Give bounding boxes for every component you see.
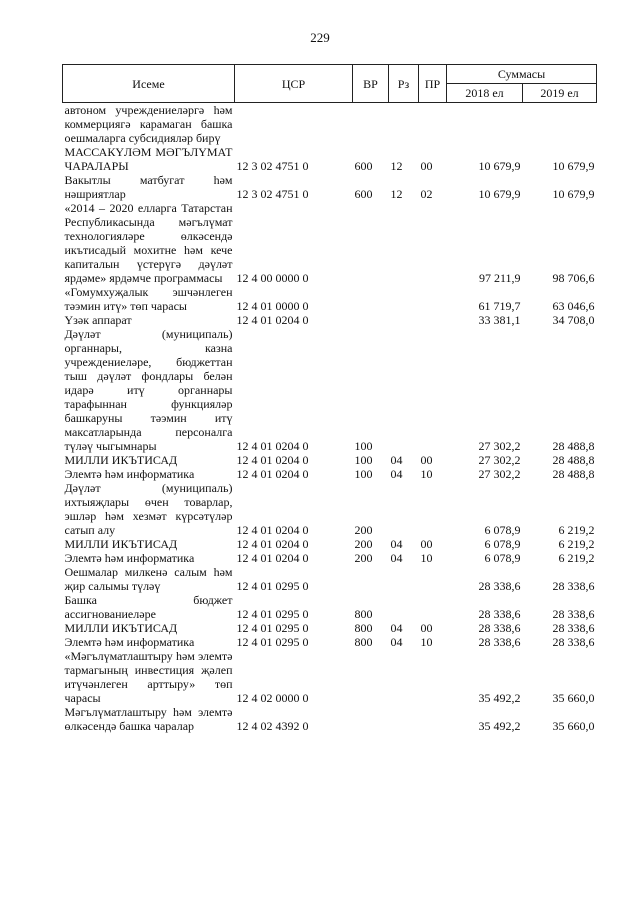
header-pr: ПР [419,65,447,103]
row-vr-code: 800 [354,621,373,635]
row-sum-2018: 33 381,1 [478,313,521,327]
table-row [63,621,597,635]
table-row [63,649,597,705]
row-sum-2019: 28 488,8 [552,467,595,481]
row-name: Мәгълүматлаштыру һәм элемтә өлкәсендә башка чаралар [64,705,233,733]
row-csr-code: 12 4 01 0204 0 [236,313,309,327]
row-pr-code: 00 [420,453,433,467]
row-vr-code: 100 [354,453,373,467]
row-sum-2019: 28 488,8 [552,453,595,467]
row-rz-code [389,327,419,453]
row-pr-code [419,103,447,146]
header-rz: Рз [389,65,419,103]
row-name: Элемтә һәм информатика [64,467,195,481]
row-rz-code [389,481,419,537]
row-name: Элемтә һәм информатика [64,635,195,649]
row-rz-code [389,285,419,313]
row-pr-code [419,593,447,621]
row-pr-code [419,313,447,327]
row-name: Дәүләт (муниципаль) органнары, казна учреждениеләре, бюджеттан тыш дәүләт фондлары белән идарә итү органнары тарафыннан функцияләр башкаруны тәэмин итү максатларында персоналга түләү чыгымнары [64,327,233,453]
row-rz-code [389,705,419,733]
table-row [63,201,597,285]
row-csr-code: 12 3 02 4751 0 [236,187,309,201]
row-sum-2018: 10 679,9 [478,187,521,201]
row-vr-code: 200 [354,537,373,551]
row-sum-2018: 61 719,7 [478,299,521,313]
table-row [63,453,597,467]
row-vr-code [353,565,389,593]
row-sum-2019: 28 338,6 [552,607,595,621]
row-csr-code: 12 4 01 0204 0 [236,453,309,467]
row-rz-code: 04 [390,635,403,649]
row-pr-code [419,481,447,537]
row-sum-2019: 6 219,2 [558,523,595,537]
row-vr-code: 200 [354,551,373,565]
row-sum-2018: 27 302,2 [478,453,521,467]
row-csr-code: 12 4 01 0295 0 [236,579,309,593]
row-sum-2018: 6 078,9 [484,523,521,537]
row-csr-code: 12 4 02 0000 0 [236,691,309,705]
page-number: 229 [310,30,330,45]
row-rz-code: 04 [390,551,403,565]
table-row [63,635,597,649]
row-sum-2018: 35 492,2 [478,691,521,705]
row-sum-2018: 10 679,9 [478,159,521,173]
row-csr-code: 12 4 02 4392 0 [236,719,309,733]
header-csr: ЦСР [235,65,353,103]
row-sum-2018: 6 078,9 [484,551,521,565]
row-pr-code [419,327,447,453]
row-pr-code: 10 [420,551,433,565]
table-row [63,103,597,146]
table-row [63,327,597,453]
row-vr-code [353,649,389,705]
row-csr-code: 12 4 01 0204 0 [236,439,309,453]
row-name: МИЛЛИ ИКЪТИСАД [64,537,178,551]
row-pr-code: 02 [420,187,433,201]
row-sum-2018 [447,103,523,146]
row-sum-2018: 6 078,9 [484,537,521,551]
row-csr-code: 12 4 01 0204 0 [236,467,309,481]
table-row [63,145,597,173]
table-row [63,467,597,481]
row-pr-code [419,201,447,285]
row-pr-code [419,705,447,733]
table-row [63,593,597,621]
row-rz-code [389,103,419,146]
row-csr-code: 12 3 02 4751 0 [236,159,309,173]
row-sum-2018: 35 492,2 [478,719,521,733]
row-vr-code: 800 [354,635,373,649]
row-rz-code: 04 [390,467,403,481]
row-pr-code [419,565,447,593]
row-sum-2019: 6 219,2 [558,537,595,551]
row-pr-code: 10 [420,635,433,649]
row-sum-2019: 35 660,0 [552,719,595,733]
row-csr-code: 12 4 01 0000 0 [236,299,309,313]
header-sums: Суммасы [447,65,597,84]
row-csr-code: 12 4 01 0204 0 [236,551,309,565]
header-year-2019: 2019 ел [523,84,597,103]
row-sum-2019: 6 219,2 [558,551,595,565]
row-sum-2019: 28 338,6 [552,621,595,635]
row-rz-code: 04 [390,621,403,635]
table-row [63,705,597,733]
row-csr-code: 12 4 00 0000 0 [236,271,309,285]
row-sum-2018: 28 338,6 [478,579,521,593]
row-csr-code: 12 4 01 0295 0 [236,635,309,649]
row-name: МАССАКҮЛӘМ МӘГЪЛҮМАТ ЧАРАЛАРЫ [64,145,233,173]
row-sum-2018: 27 302,2 [478,467,521,481]
row-name: Элемтә һәм информатика [64,551,195,565]
table-row [63,173,597,201]
row-name: Дәүләт (муниципаль) ихтыяҗлары өчен товарлар, эшләр һәм хезмәт күрсәтүләр сатып алу [64,481,233,537]
row-rz-code [389,565,419,593]
row-sum-2018: 28 338,6 [478,621,521,635]
table-row [63,565,597,593]
row-vr-code [353,313,389,327]
row-sum-2018: 28 338,6 [478,635,521,649]
row-vr-code: 600 [354,187,373,201]
row-sum-2019: 35 660,0 [552,691,595,705]
row-vr-code: 100 [354,439,373,453]
row-name: Оешмалар милкенә салым һәм җир салымы түләү [64,565,233,593]
table-body [63,103,597,734]
row-vr-code: 800 [354,607,373,621]
row-name: Үзәк аппарат [64,313,132,327]
row-sum-2019: 28 338,6 [552,635,595,649]
row-sum-2019: 28 488,8 [552,439,595,453]
budget-table [62,64,597,733]
row-sum-2019 [523,103,597,146]
row-pr-code [419,285,447,313]
row-rz-code [389,649,419,705]
row-name: МИЛЛИ ИКЪТИСАД [64,621,178,635]
row-pr-code: 00 [420,159,433,173]
row-name: Вакытлы матбугат һәм нәшриятлар [64,173,233,201]
row-csr-code [235,103,353,146]
row-vr-code [353,201,389,285]
row-vr-code: 600 [354,159,373,173]
row-vr-code [353,285,389,313]
table-row [63,313,597,327]
table-row [63,481,597,537]
row-name: автоном учреждениеләргә һәм коммерциягә карамаган башка оешмаларга субсидияләр бирү [64,103,233,145]
row-sum-2018: 97 211,9 [478,271,521,285]
row-name: «2014 – 2020 елларга Татарстан Республикасында мәгълүмат технологияләре өлкәсендә икътисадый мохитне һәм кече капиталын үстерүгә дәүләт ярдәме» ярдәмче программасы [64,201,233,285]
row-csr-code: 12 4 01 0204 0 [236,523,309,537]
row-name: Башка бюджет ассигнованиеләре [64,593,233,621]
row-csr-code: 12 4 01 0295 0 [236,607,309,621]
row-rz-code: 04 [390,537,403,551]
row-sum-2018: 27 302,2 [478,439,521,453]
row-csr-code: 12 4 01 0204 0 [236,537,309,551]
row-vr-code [353,103,389,146]
row-rz-code: 12 [390,187,403,201]
row-sum-2019: 10 679,9 [552,159,595,173]
row-rz-code: 12 [390,159,403,173]
row-rz-code [389,201,419,285]
row-sum-2019: 10 679,9 [552,187,595,201]
header-year-2018: 2018 ел [447,84,523,103]
row-name: «Мәгълүматлаштыру һәм элемтә тармагының инвестиция җәлеп итүчәнлеген арттыру» төп чарасы [64,649,233,705]
row-pr-code [419,649,447,705]
row-sum-2019: 28 338,6 [552,579,595,593]
row-csr-code: 12 4 01 0295 0 [236,621,309,635]
row-rz-code [389,313,419,327]
row-name: МИЛЛИ ИКЪТИСАД [64,453,178,467]
row-vr-code: 200 [354,523,373,537]
row-rz-code [389,593,419,621]
row-pr-code: 00 [420,621,433,635]
table-row [63,285,597,313]
row-sum-2019: 63 046,6 [552,299,595,313]
header-name: Исеме [63,65,235,103]
row-name: «Гомумхуҗалык эшчәнлеген тәэмин итү» төп чарасы [64,285,233,313]
row-sum-2018: 28 338,6 [478,607,521,621]
row-pr-code: 10 [420,467,433,481]
header-vr: ВР [353,65,389,103]
row-rz-code: 04 [390,453,403,467]
table-row [63,551,597,565]
row-sum-2019: 34 708,0 [552,313,595,327]
table-row [63,537,597,551]
row-sum-2019: 98 706,6 [552,271,595,285]
row-vr-code [353,705,389,733]
row-pr-code: 00 [420,537,433,551]
row-vr-code: 100 [354,467,373,481]
